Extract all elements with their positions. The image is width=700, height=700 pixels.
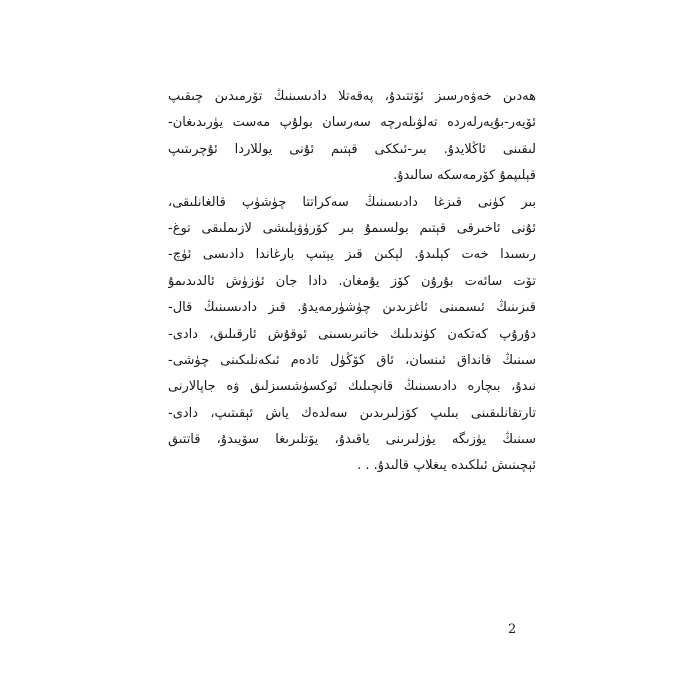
- text-line: سىنىڭ يۈزىگە يۈزلىرىنى ياقىدۇ، يۆتلىرىغا سۆيىدۇ، قاتتىق: [168, 432, 536, 448]
- text-line: ئۇنى ئاخىرقى قېتىم بولسىمۇ بىر كۆرۈۋېلىشى لازىملىقى توغ-: [168, 220, 536, 236]
- text-line: ئۆيەر-بۇيەرلەردە تەلۋىلەرچە سەرسان بولۇپ مەست يۈرىدىغان-: [168, 115, 536, 131]
- text-line: لىقىنى ئاڭلايدۇ. بىر-ئىككى قېتىم ئۇنى يوللاردا ئۇچرىتىپ: [168, 141, 536, 157]
- text-line: دۇرۇپ كەتكەن كۈندىلىك خاتىرىسىنى ئوقۇش ئارقىلىق، دادى-: [168, 326, 536, 342]
- text-line: نىدۇ، بىچارە دادىسىنىڭ قانچىلىك ئوكسۈشسىزلىق ۋە جاپالارنى: [168, 379, 536, 395]
- text-line: تۆت سائەت بۇرۇن كۆز يۇمغان. دادا جان ئۈزۈش ئالدىدىمۇ: [168, 273, 536, 289]
- text-line: رىسىدا خەت كېلىدۇ. لېكىن قىز يېتىپ بارغاندا دادىسى ئۈچ-: [168, 247, 536, 263]
- text-line: بىر كۈنى قىزغا دادىسىنىڭ سەكراتتا چۈشۈپ قالغانلىقى،: [168, 194, 536, 210]
- text-line: ئېچىنىش ئىلكىدە يىغلاپ قالىدۇ. . .: [357, 458, 536, 474]
- page-number: 2: [508, 622, 517, 637]
- text-line: قېلىپمۇ كۆرمەسكە سالىدۇ.: [393, 168, 536, 184]
- text-line: قىزىنىڭ ئىسمىنى ئاغزىدىن چۈشۈرمەيدۇ. قىز دادىسىنىڭ قال-: [168, 300, 536, 316]
- text-line: سىنىڭ قانداق ئىنسان، ئاق كۆڭۈل ئادەم ئىكەنلىكىنى چۈشى-: [168, 352, 536, 368]
- body-text: [168, 84, 536, 480]
- text-line: ھەدىن خەۋەرسىز ئۆتتىدۇ، پەقەتلا دادىسىنىڭ تۆرمىدىن چىقىپ: [168, 89, 536, 104]
- text-line: تارتقانلىقىنى بىلىپ كۆزلىرىدىن سەلدەك ياش ئېقىتىپ، دادى-: [168, 405, 536, 421]
